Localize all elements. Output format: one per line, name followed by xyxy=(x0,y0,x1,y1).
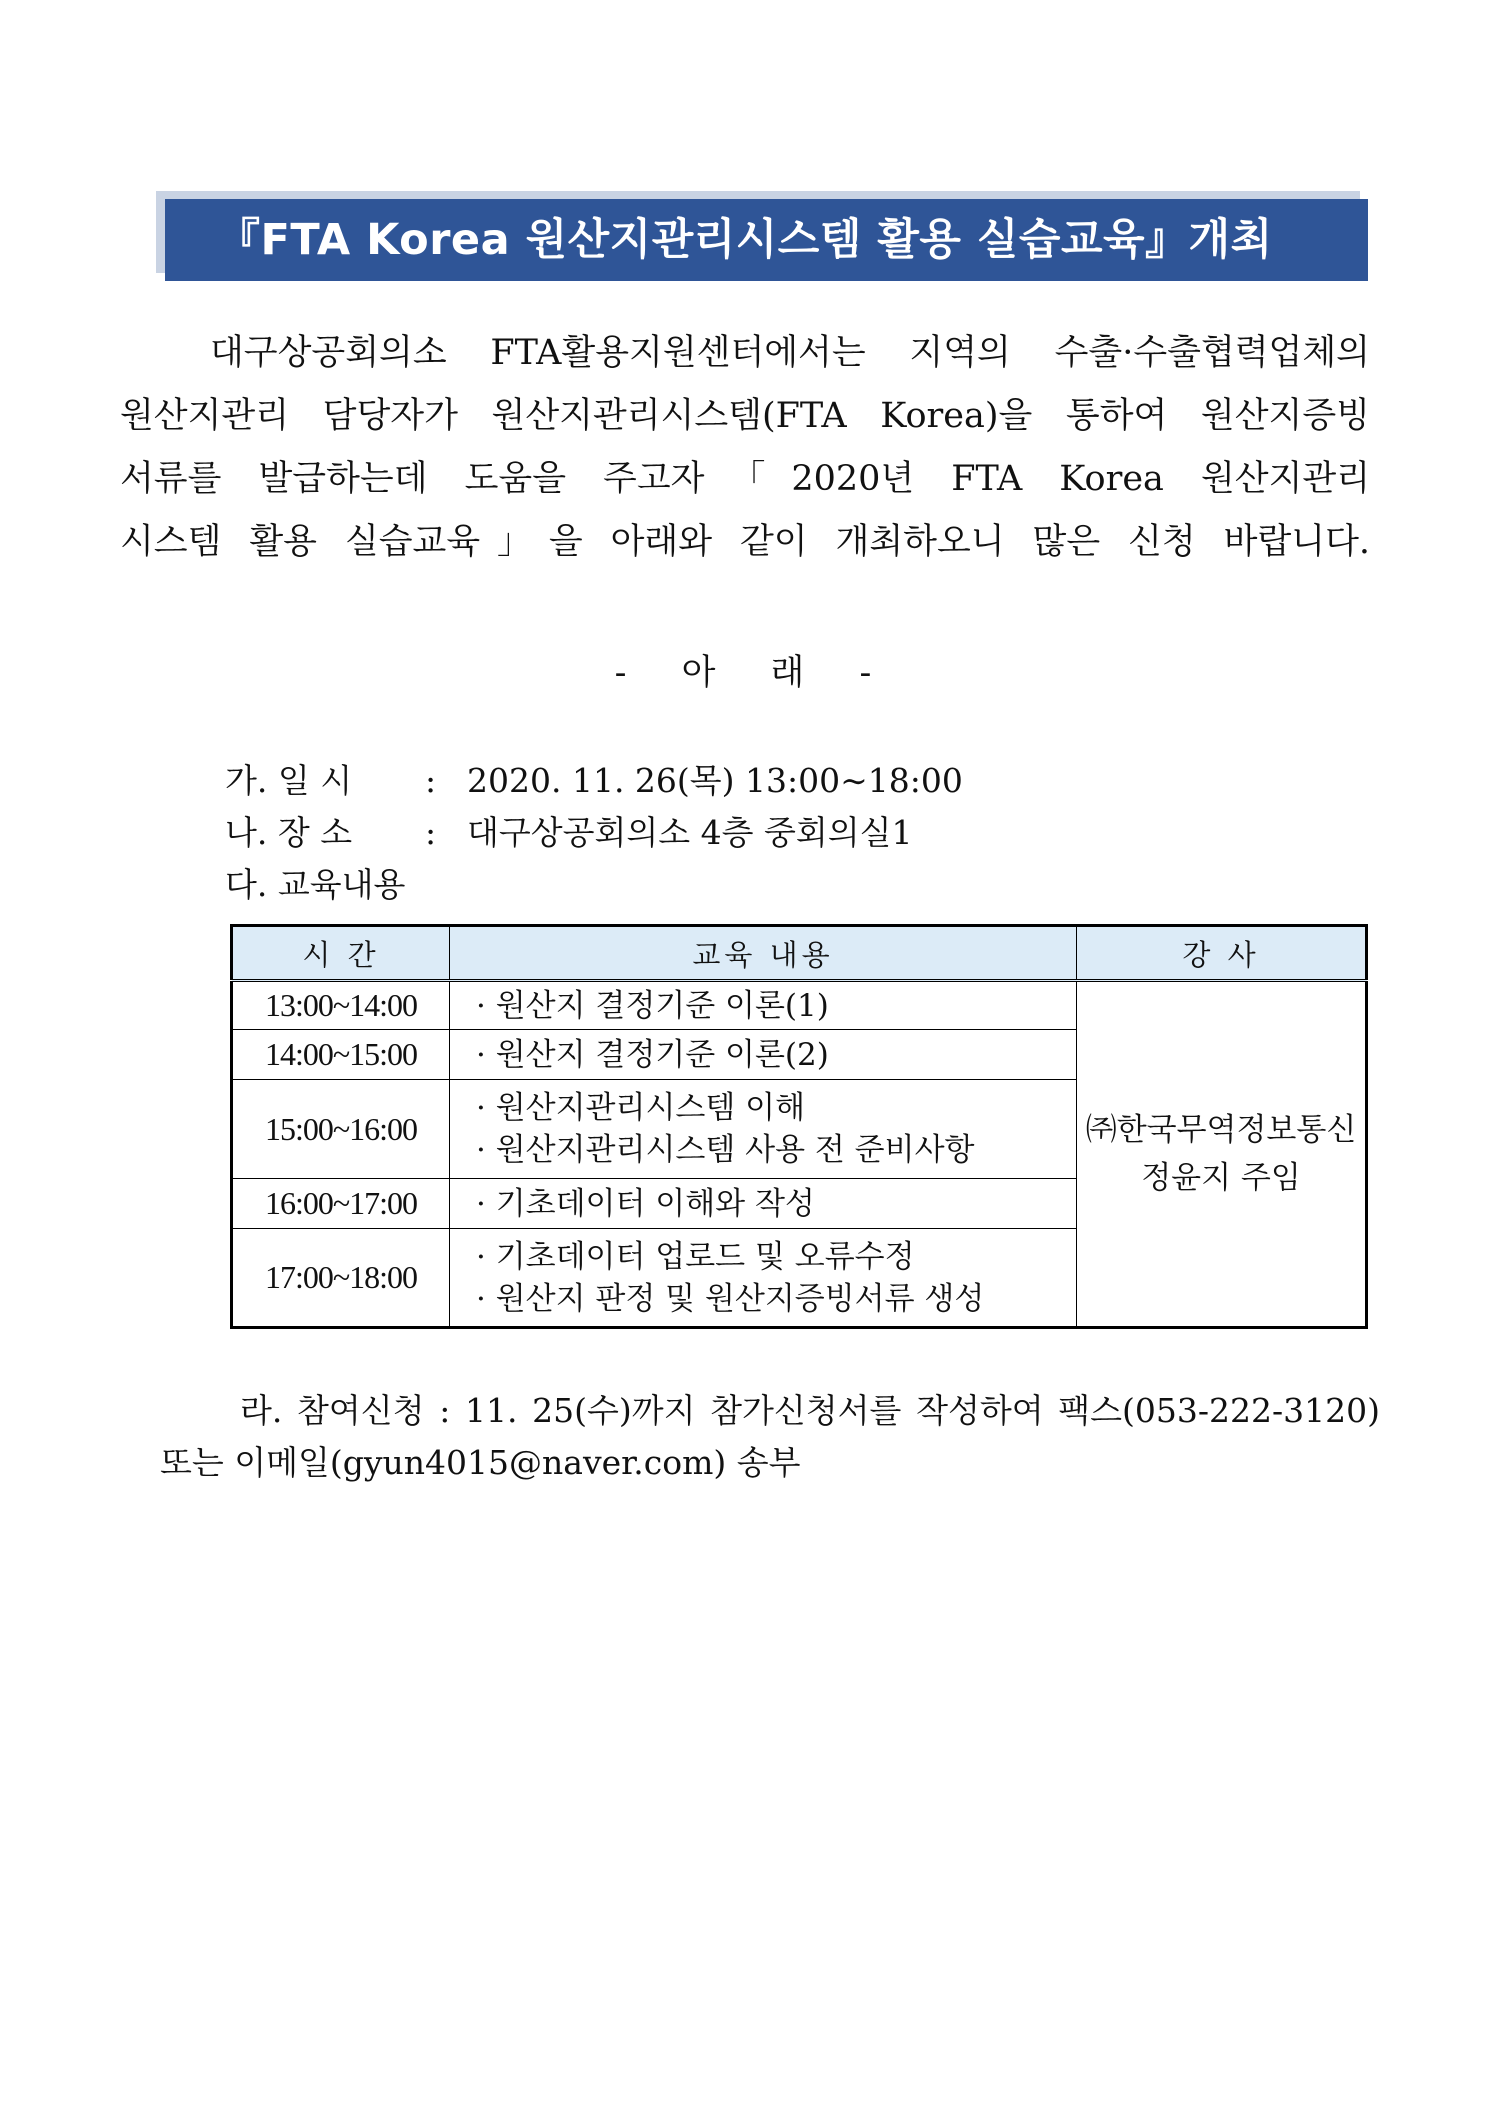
table-header-row xyxy=(232,926,1367,981)
application-line-1: 라. 참여신청 : 11. 25(수)까지 참가신청서를 작성하여 팩스(053-222-3120) xyxy=(240,1391,1380,1430)
instructor-company: ㈜한국무역정보통신 xyxy=(1085,1112,1357,1148)
intro-line-1: 대구상공회의소 FTA활용지원센터에서는 지역의 수출·수출협력업체의 xyxy=(210,333,1370,373)
row-time: 17:00~18:00 xyxy=(232,1229,450,1328)
intro-line-2: 원산지관리 담당자가 원산지관리시스템(FTA Korea)을 통하여 원산지증빙 xyxy=(120,396,1370,436)
row-content xyxy=(450,981,1077,1030)
item-place-value: 대구상공회의소 4층 중회의실1 xyxy=(467,813,913,852)
item-date-sep: : xyxy=(425,761,437,800)
item-place xyxy=(225,807,963,859)
row-content xyxy=(450,1179,1077,1229)
intro-paragraph xyxy=(120,322,1370,574)
item-content xyxy=(225,859,963,911)
row-time: 13:00~14:00 xyxy=(232,981,450,1030)
schedule-table xyxy=(230,924,1368,1329)
instructor-cell xyxy=(1077,981,1367,1328)
row-time: 16:00~17:00 xyxy=(232,1179,450,1229)
item-place-key: 나. 장 소 xyxy=(225,813,353,852)
header-time: 시 간 xyxy=(232,926,450,981)
document-title: 『FTA Korea 원산지관리시스템 활용 실습교육』개최 xyxy=(217,215,1273,265)
content-item: · 원산지 결정기준 이론(1) xyxy=(476,987,829,1024)
instructor-name: 정윤지 주임 xyxy=(1141,1160,1301,1196)
intro-line-3: 서류를 발급하는데 도움을 주고자「2020년 FTA Korea 원산지관리 xyxy=(120,459,1370,499)
item-date-value: 2020. 11. 26(목) 13:00∼18:00 xyxy=(467,761,963,800)
header-content: 교육 내용 xyxy=(450,926,1077,981)
detail-items xyxy=(225,755,963,911)
content-item: · 기초데이터 업로드 및 오류수정 xyxy=(476,1238,915,1275)
table-row xyxy=(232,981,1367,1030)
content-item: · 원산지 판정 및 원산지증빙서류 생성 xyxy=(476,1280,985,1317)
row-content xyxy=(450,1080,1077,1179)
content-item: · 기초데이터 이해와 작성 xyxy=(476,1185,815,1222)
row-content xyxy=(450,1229,1077,1328)
application-line-2: 또는 이메일(gyun4015@naver.com) 송부 xyxy=(160,1443,801,1482)
item-content-key: 다. 교육내용 xyxy=(225,865,406,904)
intro-line-4: 시스템 활용 실습교육」을 아래와 같이 개최하오니 많은 신청 바랍니다. xyxy=(120,522,1370,562)
item-date-key: 가. 일 시 xyxy=(225,761,353,800)
row-content xyxy=(450,1030,1077,1080)
header-instructor: 강 사 xyxy=(1077,926,1367,981)
item-place-sep: : xyxy=(425,813,437,852)
item-date xyxy=(225,755,963,807)
below-heading: - 아 래 - xyxy=(614,653,874,693)
content-item: · 원산지관리시스템 이해 xyxy=(476,1090,806,1126)
row-time: 14:00~15:00 xyxy=(232,1030,450,1080)
application-info xyxy=(160,1385,1380,1489)
content-item: · 원산지 결정기준 이론(2) xyxy=(476,1036,829,1073)
content-item: · 원산지관리시스템 사용 전 준비사항 xyxy=(476,1132,975,1168)
row-time: 15:00~16:00 xyxy=(232,1080,450,1179)
title-banner xyxy=(165,199,1368,281)
